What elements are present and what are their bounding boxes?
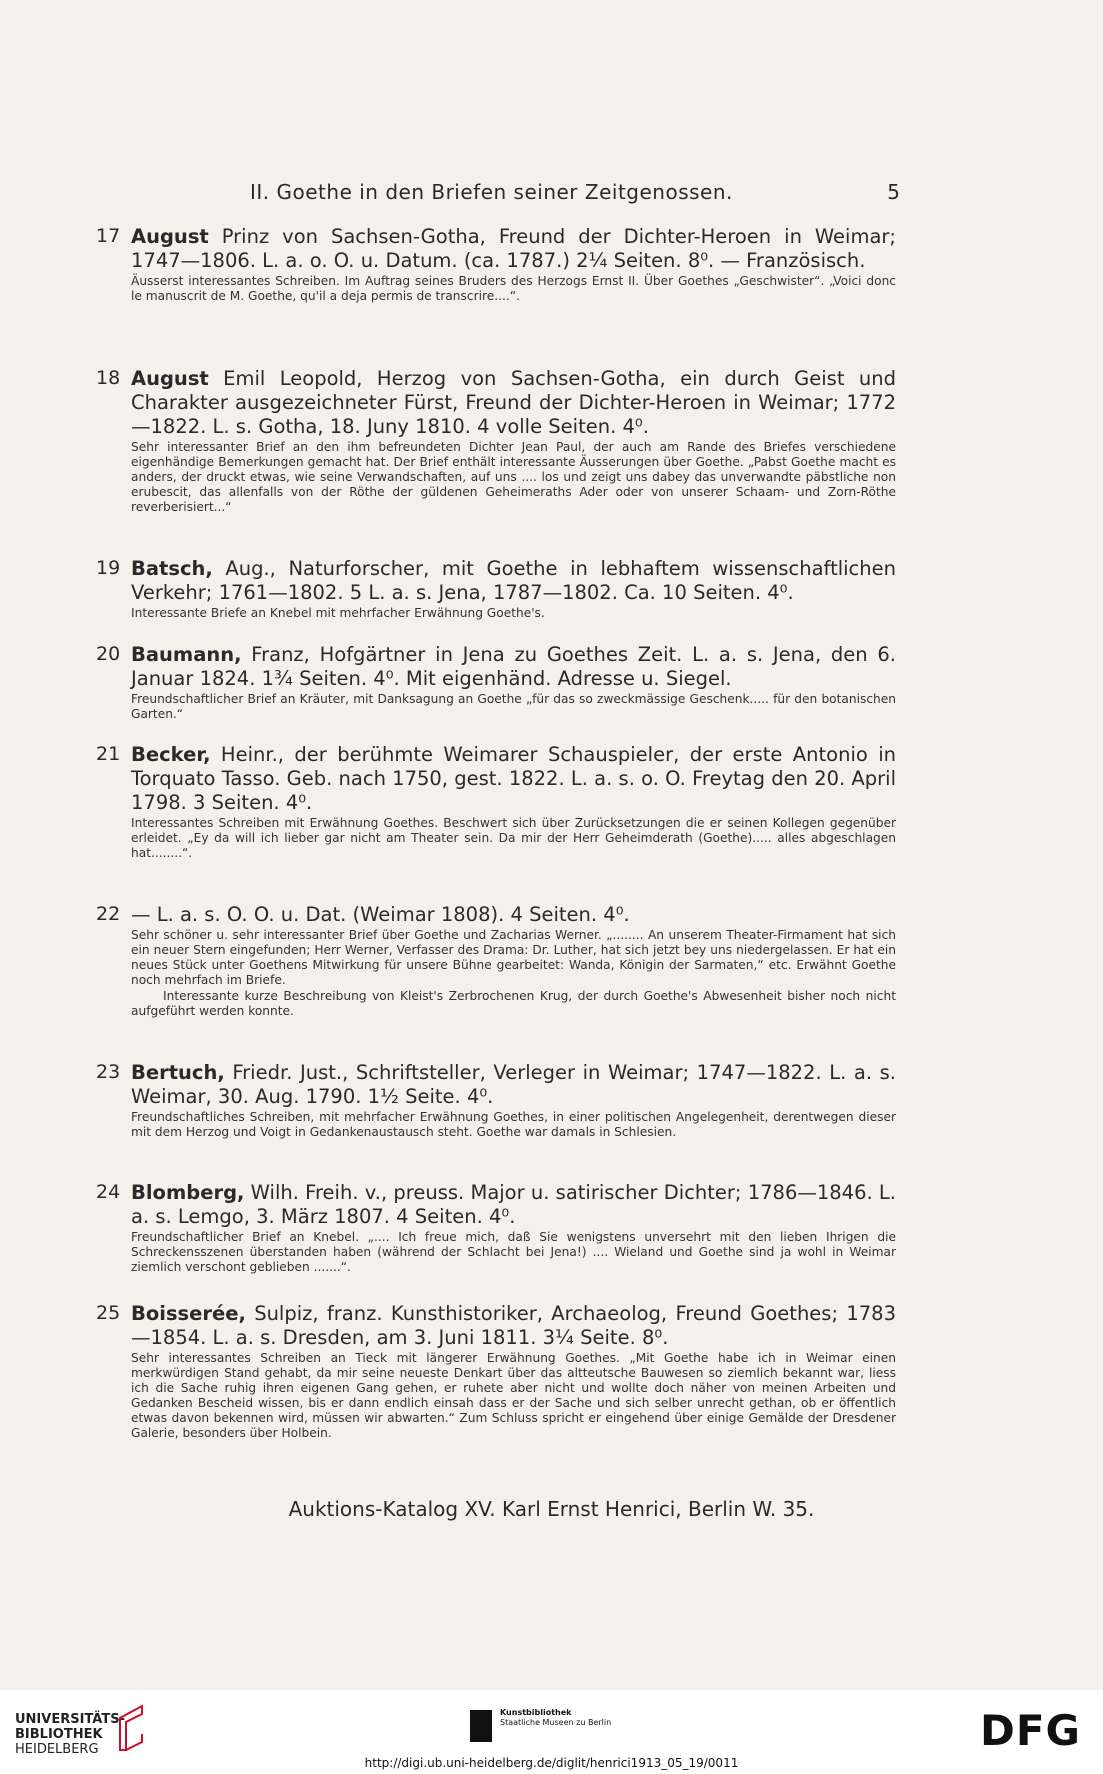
catalog-entry: [96, 1302, 896, 1441]
catalog-entry: [96, 367, 896, 515]
entry-heading: [131, 225, 896, 273]
entry-number: 21: [96, 743, 121, 765]
catalog-entry: [96, 643, 896, 722]
catalog-entry: [96, 225, 896, 304]
ub-line3: HEIDELBERG: [15, 1742, 99, 1757]
entry-description: Sehr interessanter Brief an den ihm befreundeten Dichter Jean Paul, der auch am Rande des Briefes verschiedene eigenhändige Bemerkungen gemacht hat. Der Brief enthält interessante Äusserungen über Goethe. „Pabst Goethe macht es anders, der druckt etwas, wie seine Verwandschaften, auf uns .... los und zeigt uns dabey das unverwandte päbstliche non erubescit, das allenfalls von der Röthe der güldenen Geheimeraths Ader oder von unserer Schaam- und Zorn-Röthe reverberisiert...“: [131, 440, 896, 514]
kunstbibliothek-label: [500, 1708, 611, 1728]
entry-heading-text: Heinr., der berühmte Weimarer Schauspieler, der erste Antonio in Torquato Tasso. Geb. nach 1750, gest. 1822. L. a. s. o. O. Freytag den 20. April 1798. 3 Seiten. 4⁰.: [131, 743, 896, 814]
entry-number: 22: [96, 903, 121, 925]
ub-line1: UNIVERSITÄTS-: [15, 1712, 125, 1727]
catalog-entry: [96, 557, 896, 621]
entry-name: Bertuch,: [131, 1061, 225, 1084]
entry-heading: [131, 367, 896, 439]
entry-heading-text: Franz, Hofgärtner in Jena zu Goethes Zeit. L. a. s. Jena, den 6. Januar 1824. 1¾ Seiten. 4⁰. Mit eigenhänd. Adresse u. Siegel.: [131, 643, 896, 690]
entry-heading-text: — L. a. s. O. O. u. Dat. (Weimar 1808). 4 Seiten. 4⁰.: [131, 903, 630, 926]
entry-heading: [131, 643, 896, 691]
catalog-entry: [96, 1181, 896, 1275]
ub-line2: BIBLIOTHEK: [15, 1727, 103, 1742]
entry-number: 24: [96, 1181, 121, 1203]
entry-number: 25: [96, 1302, 121, 1324]
entry-description: Äusserst interessantes Schreiben. Im Auftrag seines Bruders des Herzogs Ernst II. Über Goethes „Geschwister“. „Voici donc le manuscrit de M. Goethe, qu'il a deja permis de transcrire....“.: [131, 274, 896, 303]
page-title: II. Goethe in den Briefen seiner Zeitgenossen.: [250, 180, 733, 204]
entry-heading-text: Friedr. Just., Schriftsteller, Verleger in Weimar; 1747—1822. L. a. s. Weimar, 30. Aug. 1790. 1½ Seite. 4⁰.: [131, 1061, 896, 1108]
library-bar: [0, 1690, 1103, 1774]
entry-number: 17: [96, 225, 121, 247]
entry-number: 19: [96, 557, 121, 579]
catalog-footer: Auktions-Katalog XV. Karl Ernst Henrici, Berlin W. 35.: [288, 1497, 815, 1521]
ub-heidelberg-label[interactable]: [15, 1712, 125, 1757]
kb-line1: Kunstbibliothek: [500, 1708, 572, 1717]
entry-heading: [131, 1181, 896, 1229]
page-header: [100, 180, 900, 214]
ub-heidelberg-logo-icon[interactable]: [112, 1700, 152, 1760]
entry-number: 23: [96, 1061, 121, 1083]
entry-description: Interessantes Schreiben mit Erwähnung Goethes. Beschwert sich über Zurücksetzungen die er seinen Kollegen gegenüber erleidet. „Ey da will ich lieber gar nicht am Theater sein. Da mir der Herr Geheimderath (Goethe)..... alles abgeschlagen hat........“.: [131, 816, 896, 860]
entry-description: Sehr interessantes Schreiben an Tieck mit längerer Erwähnung Goethes. „Mit Goethe habe ich in Weimar einen merkwürdigen Stand gehabt, da mir seine neueste Denkart über das altteutsche Bauwesen so ziemlich bekannt war, liess ich die Sache ruhig ihren eigenen Gang gehen, er ruhete aber nicht und wollte doch näher von meinen Arbeiten und Gedanken Bescheid wissen, bis er dann endlich einsah dass er der Sache und sich selber unrecht gethan, ob er öffentlich etwas davon bekennen wird, müssen wir abwarten.“ Zum Schluss spricht er eingehend über einige Gemälde der Dresdener Galerie, besonders über Holbein.: [131, 1351, 896, 1440]
entry-description-extra: Interessante kurze Beschreibung von Kleist's Zerbrochenen Krug, der durch Goethe's Abwesenheit bisher noch nicht aufgeführt werden konnte.: [131, 989, 896, 1018]
entry-heading-text: Wilh. Freih. v., preuss. Major u. satirischer Dichter; 1786—1846. L. a. s. Lemgo, 3. März 1807. 4 Seiten. 4⁰.: [131, 1181, 896, 1228]
entry-description: Sehr schöner u. sehr interessanter Brief über Goethe und Zacharias Werner. „........ An unserem Theater-Firmament hat sich ein neuer Stern eingefunden; Herr Werner, Verfasser des Drama: Dr. Luther, hat sich jetzt bey uns niedergelassen. Er hat ein neues Stück unter Goethens Mitwirkung für unsere Bühne gearbeitet: Wanda, Königin der Sarmaten,“ etc. Erwähnt Goethe noch mehrfach im Briefe.: [131, 928, 896, 987]
kunstbibliothek-logo-icon[interactable]: [470, 1710, 492, 1742]
entry-name: Blomberg,: [131, 1181, 245, 1204]
page-number: 5: [887, 180, 900, 204]
catalog-entry: [96, 1061, 896, 1140]
entry-name: Baumann,: [131, 643, 242, 666]
entry-name: Batsch,: [131, 557, 213, 580]
entry-description: Freundschaftliches Schreiben, mit mehrfacher Erwähnung Goethes, in einer politischen Angelegenheit, derentwegen dieser mit dem Herzog und Voigt in Gedankenaustausch steht. Goethe war damals in Schlesien.: [131, 1110, 896, 1139]
dfg-logo[interactable]: DFG: [979, 1706, 1081, 1755]
catalog-entry: [96, 743, 896, 861]
entry-name: Boisserée,: [131, 1302, 246, 1325]
entry-heading-text: Prinz von Sachsen-Gotha, Freund der Dichter-Heroen in Weimar; 1747—1806. L. a. o. O. u. Datum. (ca. 1787.) 2¼ Seiten. 8⁰. — Französisch.: [131, 225, 896, 272]
entry-heading: [131, 903, 896, 927]
entry-heading: [131, 743, 896, 815]
entry-description: Interessante Briefe an Knebel mit mehrfacher Erwähnung Goethe's.: [131, 606, 545, 620]
entry-heading-text: Aug., Naturforscher, mit Goethe in lebhaftem wissenschaftlichen Verkehr; 1761—1802. 5 L. a. s. Jena, 1787—1802. Ca. 10 Seiten. 4⁰.: [131, 557, 896, 604]
entry-description: Freundschaftlicher Brief an Knebel. „.... Ich freue mich, daß Sie wenigstens unversehrt mit den lieben Ihrigen die Schreckensszenen überstanden haben (während der Schlacht bei Jena!) .... Wieland und Goethe sind ja wohl in Weimar ziemlich verschont geblieben .......“.: [131, 1230, 896, 1274]
entry-name: Becker,: [131, 743, 211, 766]
kb-line2: Staatliche Museen zu Berlin: [500, 1718, 612, 1727]
entry-heading: [131, 1061, 896, 1109]
entry-name: August: [131, 225, 209, 248]
entry-heading: [131, 557, 896, 605]
entry-heading-text: Sulpiz, franz. Kunsthistoriker, Archaeolog, Freund Goethes; 1783—1854. L. a. s. Dresden, am 3. Juni 1811. 3¼ Seite. 8⁰.: [131, 1302, 896, 1349]
entry-heading: [131, 1302, 896, 1350]
permalink-url[interactable]: http://digi.ub.uni-heidelberg.de/diglit/henrici1913_05_19/0011: [364, 1756, 739, 1770]
entry-number: 20: [96, 643, 121, 665]
entry-number: 18: [96, 367, 121, 389]
entry-name: August: [131, 367, 209, 390]
catalog-entry: [96, 903, 896, 1019]
entry-description: Freundschaftlicher Brief an Kräuter, mit Danksagung an Goethe „für das so zweckmässige Geschenk..... für den botanischen Garten.“: [131, 692, 896, 721]
entry-heading-text: Emil Leopold, Herzog von Sachsen-Gotha, ein durch Geist und Charakter ausgezeichneter Fürst, Freund der Dichter-Heroen in Weimar; 1772—1822. L. s. Gotha, 18. Juny 1810. 4 volle Seiten. 4⁰.: [131, 367, 896, 438]
